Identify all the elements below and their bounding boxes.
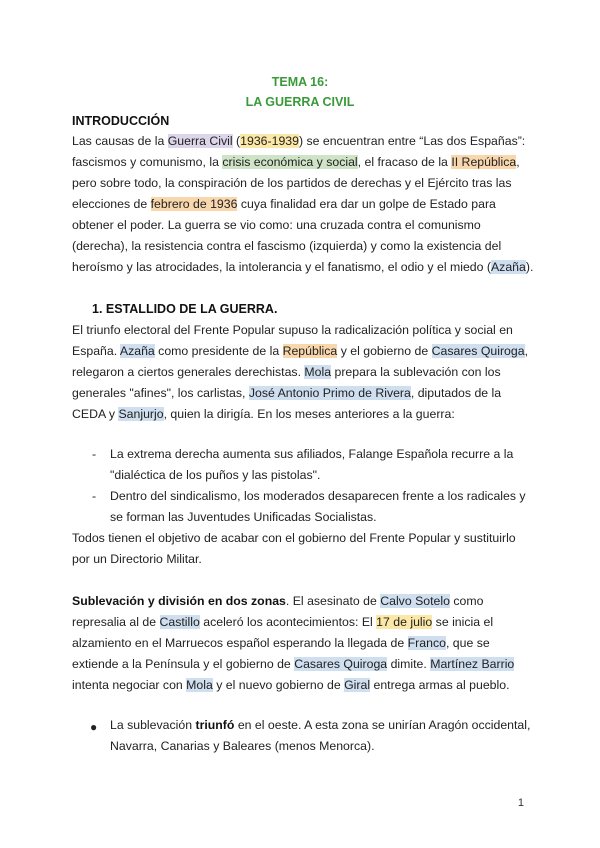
- sublevacion-paragraph: Sublevación y división en dos zonas. El asesinato de Calvo Sotelo como represalia al de Castillo aceleró los acontecimientos: El 17 de julio se inicia el alzamiento en el Marruecos español esperando la llegada de Franco, que se extiende a la Península y el gobierno de Casares Quiroga dimite. Martínez Barrio intenta negociar con Mola y el nuevo gobierno de Giral entrega armas al pueblo.: [72, 594, 515, 692]
- dash-bullet-2: -: [92, 489, 97, 503]
- hl-republica: II República: [451, 155, 517, 169]
- intro-heading: INTRODUCCIÓN: [72, 114, 170, 128]
- hl-crisis: crisis económica y social: [222, 155, 358, 169]
- intro-paragraph: Las causas de la Guerra Civil (1936-1939) se encuentran entre “Las dos Españas”: fascismos y comunismo, la crisis económica y social, el fracaso de la II República, pero sobre todo, la conspiración de los partidos de derechas y el Ejército tras las elecciones de febrero de 1936 cuya finalidad era dar un golpe de Estado para obtener el poder. La guerra se vio como: una cruzada contra el comunismo (derecha), la resistencia contra el fascismo (izquierda) y como la existencia del heroísmo y las atrocidades, la intolerancia y el fanatismo, el odio y el miedo (Azaña).: [72, 134, 534, 274]
- page-number: 1: [517, 797, 524, 809]
- section1-paragraph: El triunfo electoral del Frente Popular supuso la radicalización política y social en España. Azaña como presidente de la República y el gobierno de Casares Quiroga, relegaron a ciertos generales derechistas. Mola prepara la sublevación con los generales "afines", los carlistas, José Antonio Primo de Rivera, diputados de la CEDA y Sanjurjo, quien la dirigía. En los meses anteriores a la guerra:: [72, 323, 529, 421]
- dash-item-2: Dentro del sindicalismo, los moderados desaparecen frente a los radicales y se forman las Juventudes Unificadas Socialistas.: [110, 489, 526, 524]
- section1-closing: Todos tienen el objetivo de acabar con el gobierno del Frente Popular y sustituirlo por un Directorio Militar.: [72, 531, 516, 566]
- dash-bullet-1: -: [92, 447, 97, 461]
- section1-heading: 1. ESTALLIDO DE LA GUERRA.: [92, 302, 278, 316]
- hl-azana: Azaña: [490, 260, 526, 274]
- dash-item-1: La extrema derecha aumenta sus afiliados, Falange Española recurre a la "dialéctica de los puños y las pistolas".: [110, 447, 514, 482]
- doc-title-line1: TEMA 16:: [271, 75, 329, 89]
- hl-febrero: febrero de 1936: [150, 197, 238, 211]
- bullet-item-1: La sublevación triunfó en el oeste. A esta zona se unirían Aragón occidental, Navarra, Canarias y Baleares (menos Menorca).: [110, 718, 531, 753]
- hl-guerra-civil: Guerra Civil: [167, 134, 233, 148]
- doc-title-line2: LA GUERRA CIVIL: [245, 95, 355, 109]
- hl-years: 1936-1939: [240, 134, 299, 148]
- bullet-dot: ●: [90, 720, 98, 734]
